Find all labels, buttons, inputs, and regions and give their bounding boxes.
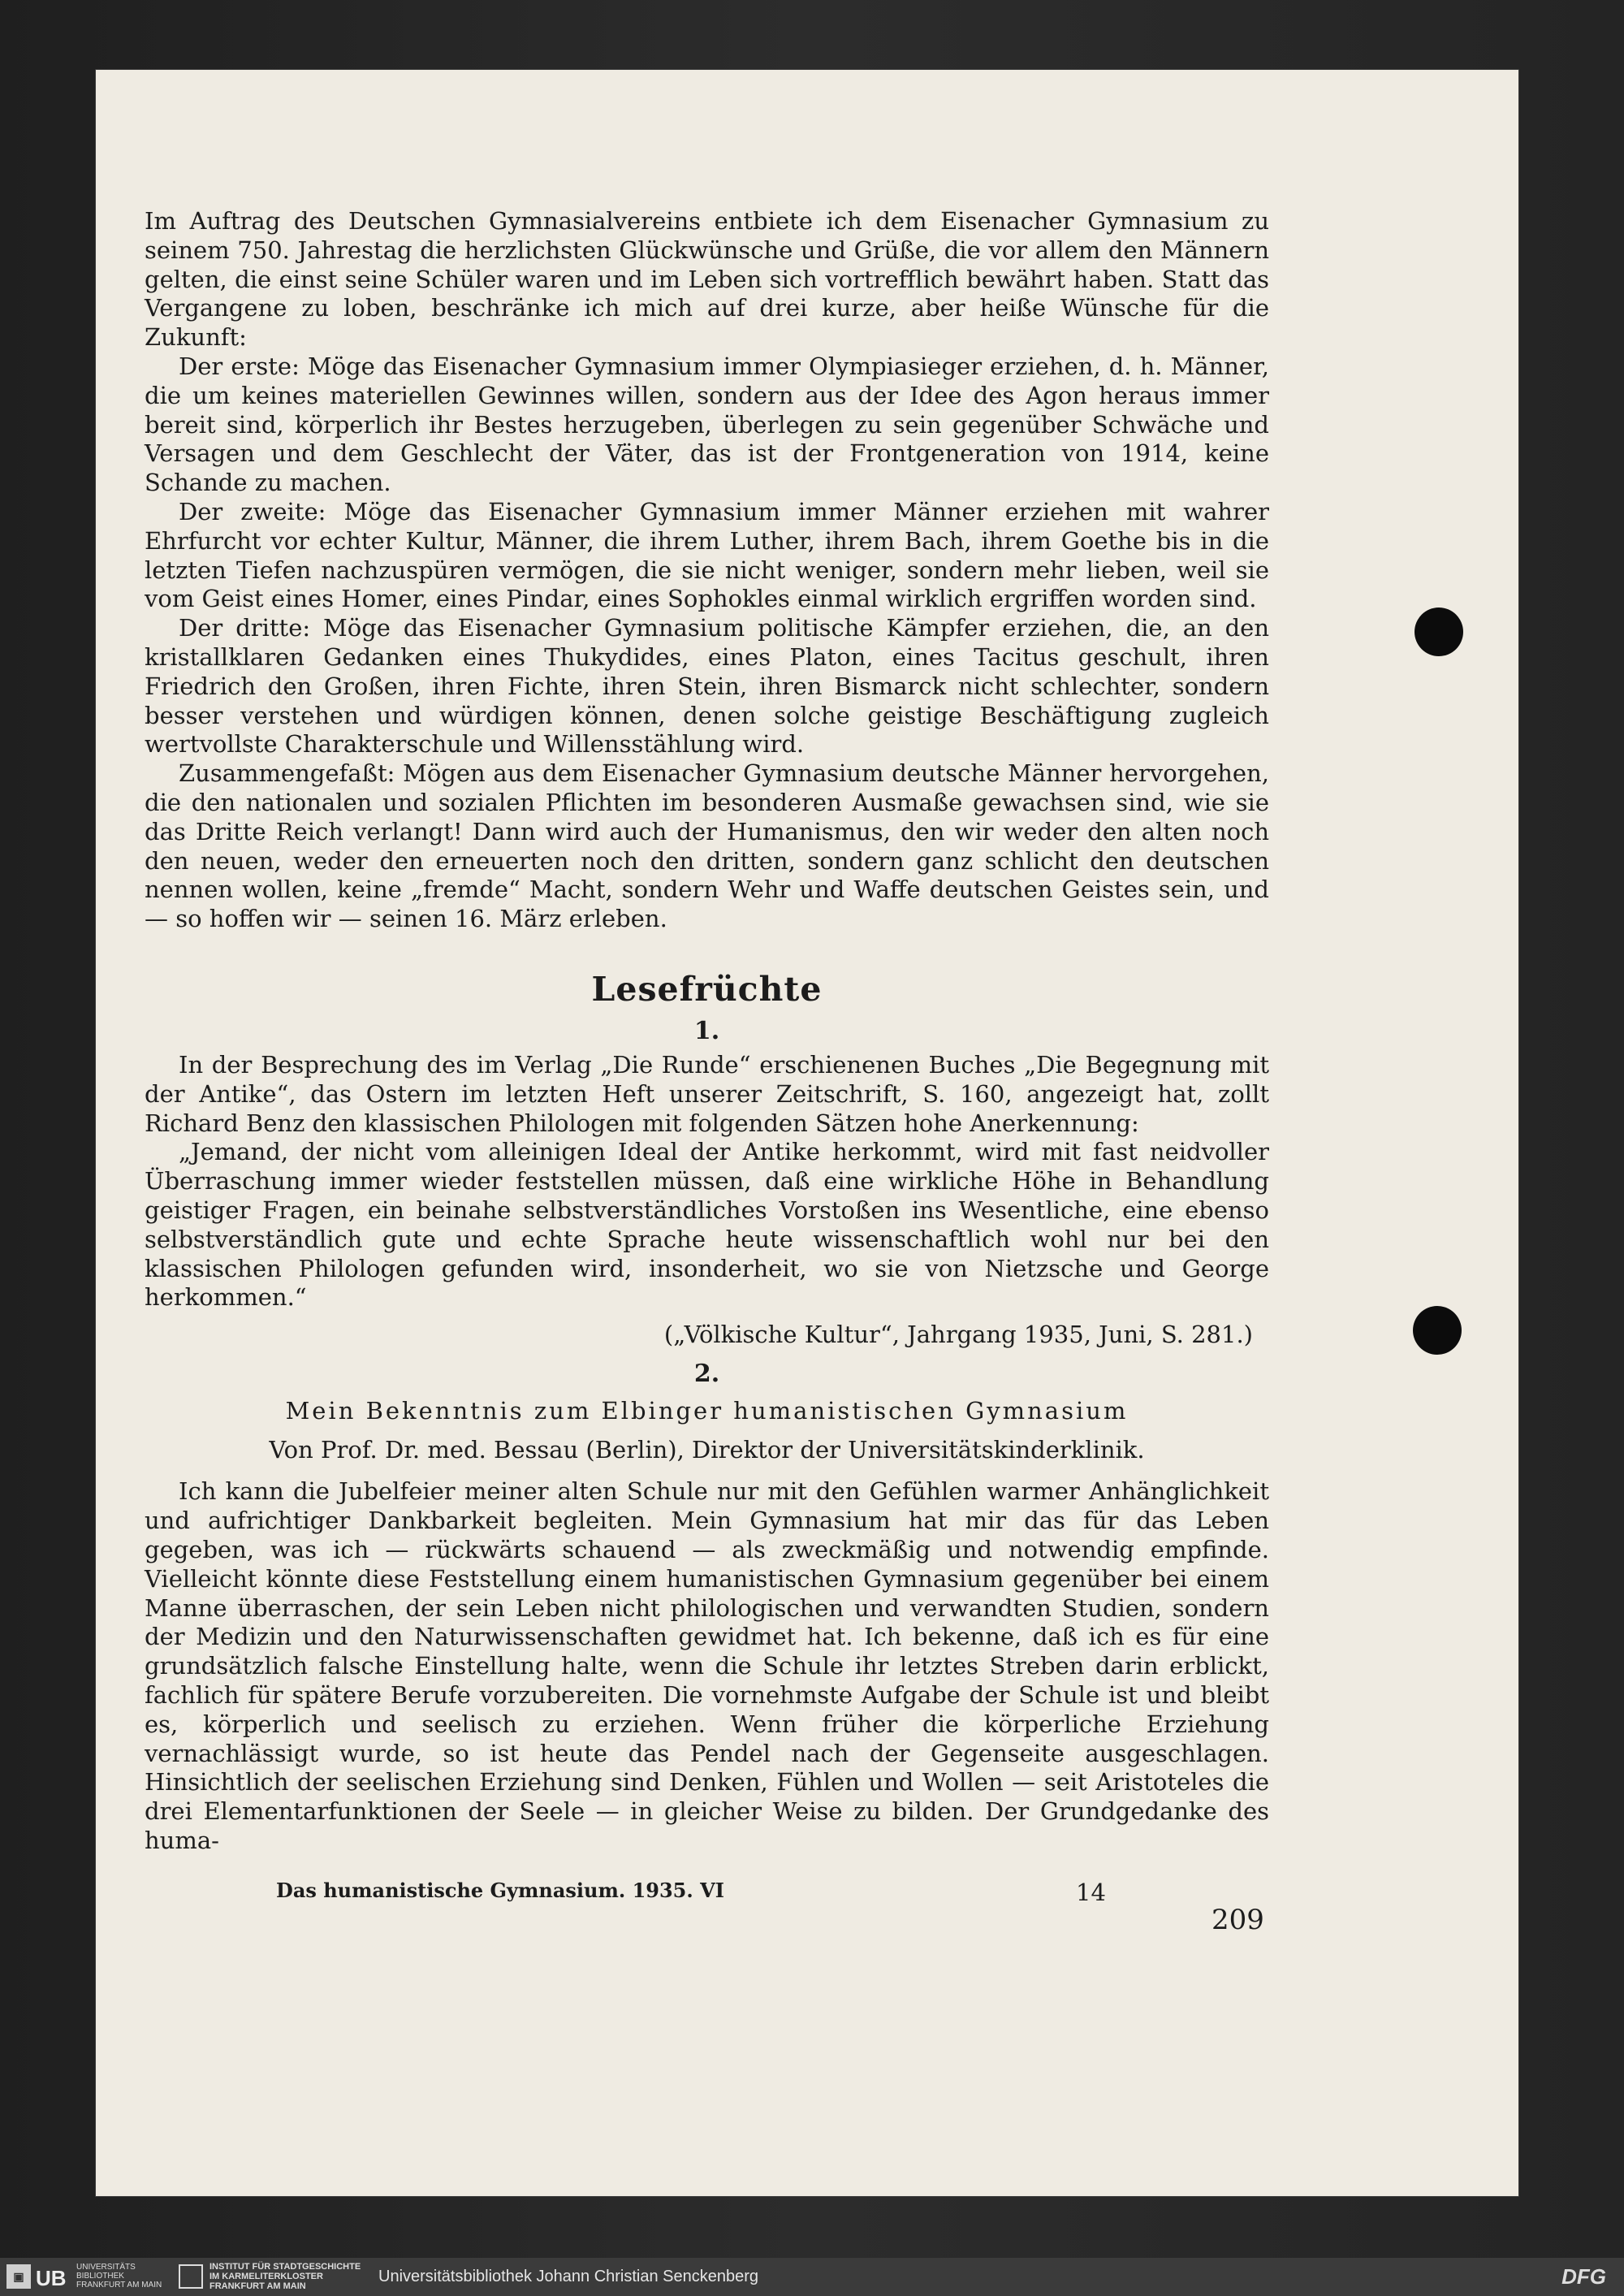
wish-second: Der zweite: Möge das Eisenacher Gymnasium immer Männer erziehen mit wahrer Ehrfurcht vor echter Kultur, Männer, die ihrem Luther, ihrem Bach, ihrem Goethe bis in die letzten Tiefen nachzuspüren vermögen, die sie nicht weniger, sondern mehr lieben, weil sie vom Geist eines Homer, eines Pindar, eines Sophokles einmal wirklich ergriffen worden sind. <box>145 497 1269 613</box>
intro-paragraph: Im Auftrag des Deutschen Gymnasialvereins entbiete ich dem Eisenacher Gymnasium zu seinem 750. Jahrestag die herzlichsten Glückwünsche und Grüße, die vor allem den Männern gelten, die einst seine Schüler waren und im Leben sich vortrefflich bewährt haben. Statt das Vergangene zu loben, beschränke ich mich auf drei kurze, aber heiße Wünsche für die Zukunft: <box>145 207 1269 352</box>
signature-mark: 14 <box>1076 1879 1106 1906</box>
dfg-logo[interactable]: DFG <box>1561 2264 1606 2289</box>
library-name[interactable]: Universitätsbibliothek Johann Christian Senckenberg <box>378 2268 759 2285</box>
item-number-2: 2. <box>693 1359 720 1388</box>
page-text <box>145 207 1269 1856</box>
item2-author: Von Prof. Dr. med. Bessau (Berlin), Direktor der Universitätskinderklinik. <box>269 1435 1145 1464</box>
item2-text: Ich kann die Jubelfeier meiner alten Schule nur mit den Gefühlen warmer Anhänglichkeit und aufrichtiger Dankbarkeit begleiten. Mein Gymnasium hat mir das für das Leben gegeben, was ich — rückwärts schauend — als zweckmäßig und notwendig empfinde. Vielleicht könnte diese Feststellung einem humanistischen Gymnasium gegenüber bei einem Manne überraschen, der sein Leben nicht philologischen und verwandten Studien, sondern der Medizin und den Naturwissenschaften gewidmet hat. Ich bekenne, daß ich es für eine grundsätzlich falsche Einstellung halte, wenn die Schule ihr letztes Streben darin erblickt, fachlich für spätere Berufe vorzubereiten. Die vornehmste Aufgabe der Schule ist und bleibt es, körperlich und seelisch zu erziehen. Wenn früher die körperliche Erziehung vernachlässigt wurde, so ist heute das Pendel nach der Gegenseite ausgeschlagen. Hinsichtlich der seelischen Erziehung sind Denken, Fühlen und Wollen — seit Aristoteles die drei Elementarfunktionen der Seele — in gleicher Weise zu bilden. Der Grundgedanke des huma- <box>145 1477 1269 1855</box>
wish-third: Der dritte: Möge das Eisenacher Gymnasium politische Kämpfer erziehen, die, an den kristallklaren Gedanken eines Thukydides, eines Platon, eines Tacitus geschult, ihren Friedrich den Großen, ihren Fichte, ihren Stein, ihren Bismarck nicht schlechter, sondern besser verstehen und würdigen können, denen solche geistige Beschäftigung zugleich wertvollste Charakterschule und Willensstählung wird. <box>145 614 1269 759</box>
institute-name[interactable]: INSTITUT FÜR STADTGESCHICHTE IM KARMELITERKLOSTER FRANKFURT AM MAIN <box>209 2262 361 2291</box>
punch-hole <box>1415 608 1463 656</box>
summary-paragraph: Zusammengefaßt: Mögen aus dem Eisenacher Gymnasium deutsche Männer hervorgehen, die den nationalen und sozialen Pflichten im besonderen Ausmaße gewachsen sind, wie sie das Dritte Reich verlangt! Dann wird auch der Humanismus, den wir weder den alten noch den neuen, weder den erneuerten noch den dritten, sondern ganz schlicht den deutschen nennen wollen, keine „fremde“ Macht, sondern Wehr und Waffe deutschen Geistes sein, und — so hoffen wir — seinen 16. März erleben. <box>145 759 1269 933</box>
ub-subtitle: UNIVERSITÄTS BIBLIOTHEK FRANKFURT AM MAIN <box>76 2263 162 2290</box>
item-number-1: 1. <box>693 1016 720 1045</box>
ub-logo-text[interactable]: UB <box>36 2266 67 2290</box>
punch-hole <box>1413 1306 1462 1355</box>
ub-logo-icon[interactable]: ▣ <box>6 2264 31 2289</box>
viewer-footer-bar <box>0 2258 1624 2296</box>
journal-footer: Das humanistische Gymnasium. 1935. VI <box>276 1879 724 1902</box>
institute-logo-icon[interactable] <box>179 2264 203 2289</box>
item1-quote: „Jemand, der nicht vom alleinigen Ideal der Antike herkommt, wird mit fast neidvoller Überraschung immer wieder feststellen müssen, daß eine wirkliche Höhe in Behandlung geistiger Fragen, ein beinahe selbstverständliches Vorstoßen ins Wesentliche, eine ebenso selbstverständlich gute und echte Sprache heute wissenschaftlich wohl nur bei den klassischen Philologen gefunden wird, insonderheit, wo sie von Nietzsche und George herkommen.“ <box>145 1138 1269 1312</box>
item2-title: Mein Bekenntnis zum Elbinger humanistischen Gymnasium <box>285 1396 1129 1425</box>
section-heading: Lesefrüchte <box>591 969 823 1009</box>
item1-text: In der Besprechung des im Verlag „Die Runde“ erschienenen Buches „Die Begegnung mit der Antike“, das Ostern im letzten Heft unserer Zeitschrift, S. 160, angezeigt hat, zollt Richard Benz den klassischen Philologen mit folgenden Sätzen hohe Anerkennung: <box>145 1050 1269 1137</box>
wish-first: Der erste: Möge das Eisenacher Gymnasium immer Olympiasieger erziehen, d. h. Männer, die um keines materiellen Gewinnes willen, sondern aus der Idee des Agon heraus immer bereit sind, körperlich ihr Bestes herzugeben, überlegen zu sein gegenüber Schwäche und Versagen und dem Geschlecht der Väter, das ist der Frontgeneration von 1914, keine Schande zu machen. <box>145 352 1269 497</box>
page-number: 209 <box>1212 1904 1264 1936</box>
item1-source: („Völkische Kultur“, Jahrgang 1935, Juni, S. 281.) <box>663 1321 1253 1349</box>
